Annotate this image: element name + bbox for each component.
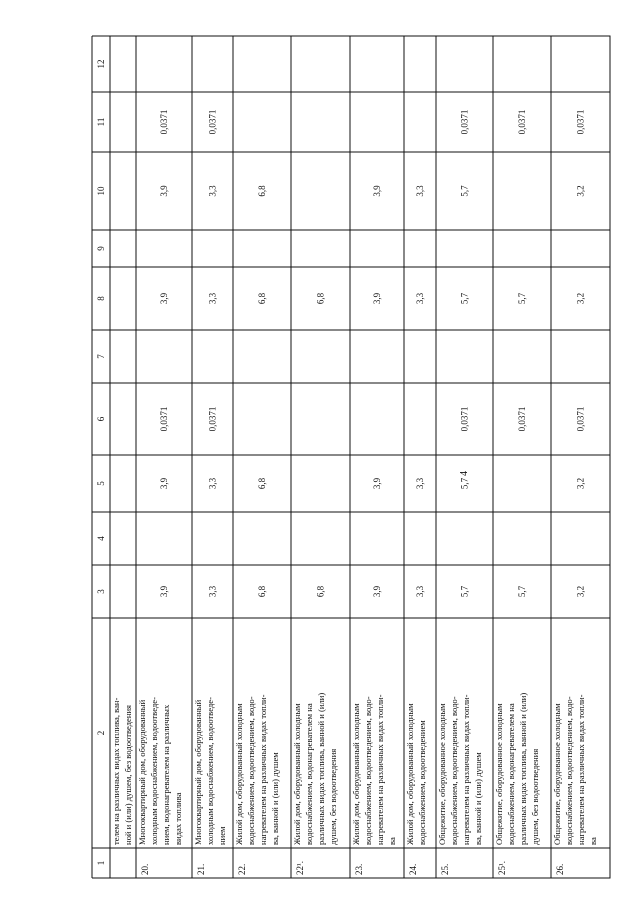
row-number: 22¹. (295, 861, 305, 875)
value-cell: 3,2 (575, 585, 586, 598)
row-description-line: ва (387, 837, 397, 845)
value-cell: 3,9 (159, 185, 169, 197)
value-cell: 0,0371 (459, 109, 470, 135)
row-number: 26. (555, 863, 565, 875)
row-description-line: Многоквартирный дом, оборудованный (193, 699, 203, 845)
value-cell: 6,8 (315, 292, 326, 305)
row-description-line: различных видах топлива, ванной и (или) (518, 692, 528, 845)
row-description-line: нием, водонагревателем на различных (161, 704, 171, 845)
row-description-line: водоснабжением, водоотведением, водо- (564, 696, 574, 845)
value-cell: 3,9 (159, 585, 169, 598)
value-cell: 5,7 (517, 292, 527, 305)
column-header: 7 (96, 354, 106, 359)
column-header: 10 (96, 186, 106, 196)
value-cell: 5,7 (459, 292, 470, 305)
column-header: 3 (96, 589, 106, 594)
row-description-line: душем, без водоотведения (530, 748, 540, 845)
row-description-line: видах топлива (173, 792, 183, 845)
value-cell: 5,7 (459, 185, 470, 197)
row-description-line: водоснабжением, водоотведением, водо- (246, 696, 256, 845)
row-description-line: нагревателем на различных видах топли- (576, 694, 586, 845)
row-description-line: ва (588, 837, 598, 845)
value-cell: 3,9 (372, 185, 382, 197)
row-number: 20. (140, 863, 150, 875)
value-cell: 3,3 (415, 477, 425, 490)
value-cell: 6,8 (257, 585, 267, 598)
column-header: 1 (96, 860, 106, 866)
row-number: 24. (408, 863, 418, 875)
row-description-line: нием (217, 826, 227, 845)
row-description-line: нагревателем на различных видах топли- (375, 694, 385, 845)
row-description-line: ва, ванной и (или) душем (473, 752, 483, 845)
row-description-line: душем, без водоотведения (328, 748, 338, 845)
value-cell: 0,0371 (517, 109, 527, 135)
value-cell: 0,0371 (575, 406, 586, 432)
column-header: 4 (96, 536, 106, 541)
value-cell: 5,7 (517, 585, 527, 598)
value-cell: 3,3 (207, 185, 218, 197)
value-cell: 3,9 (372, 585, 382, 598)
value-cell: 0,0371 (207, 109, 218, 135)
value-cell: 3,9 (372, 477, 382, 490)
row-description-line: водоснабжением, водоотведением, водо- (363, 696, 373, 845)
row-description-line: ной и (или) душем, без водоотведения (123, 704, 133, 845)
row-description-line: нагревателем на различных видах топли- (461, 694, 471, 845)
value-cell: 5,7 (459, 477, 470, 490)
value-cell: 3,9 (159, 292, 169, 305)
value-cell: 0,0371 (459, 406, 470, 432)
row-description-line: Жилой дом, оборудованный холодным (292, 703, 302, 845)
row-description-line: ва, ванной и (или) душем (270, 752, 280, 845)
row-description-line: холодным водоснабжением, водоотведе- (149, 697, 159, 845)
value-cell: 3,3 (207, 477, 218, 490)
value-cell: 0,0371 (517, 406, 527, 432)
column-header: 2 (96, 730, 106, 736)
row-description-line: холодным водоснабжением, водоотведе- (205, 697, 215, 845)
row-description-line: водоснабжением, водонагревателем на (304, 703, 314, 845)
value-cell: 6,8 (257, 477, 267, 490)
row-description-line: Общежитие, оборудованное холодным (552, 703, 562, 845)
column-header: 9 (96, 246, 106, 251)
value-cell: 3,3 (415, 292, 425, 305)
row-description-line: Жилой дом, оборудованный холодным (405, 703, 415, 845)
row-description-line: водоснабжением, водоотведением (417, 720, 427, 845)
row-description-line: нагревателем на различных видах топли- (258, 694, 268, 845)
row-description-line: водоснабжением, водоотведением, водо- (449, 696, 459, 845)
value-cell: 6,8 (257, 292, 267, 305)
row-number: 25¹. (497, 861, 507, 875)
value-cell: 0,0371 (159, 406, 169, 432)
column-header: 6 (96, 416, 106, 422)
row-description-line: Жилой дом, оборудованный холодным (234, 703, 244, 845)
column-header: 5 (96, 481, 106, 486)
row-description-line: водоснабжением, водонагревателем на (506, 703, 516, 845)
value-cell: 3,2 (575, 477, 586, 490)
row-description-line: телем на различных видах топлива, ван- (111, 697, 121, 845)
value-cell: 3,2 (575, 292, 586, 305)
value-cell: 3,9 (159, 477, 169, 490)
value-cell: 3,2 (575, 185, 586, 197)
value-cell: 0,0371 (575, 109, 586, 135)
value-cell: 3,3 (415, 185, 425, 197)
tariff-table (92, 36, 610, 878)
row-number: 22. (237, 863, 247, 875)
value-cell: 0,0371 (207, 406, 218, 432)
column-header: 8 (96, 296, 106, 301)
value-cell: 3,9 (372, 292, 382, 305)
value-cell: 3,3 (207, 292, 218, 305)
value-cell: 3,3 (207, 585, 218, 598)
row-description-line: различных видах топлива, ванной и (или) (316, 692, 326, 845)
row-description-line: Жилой дом, оборудованный холодным (351, 703, 361, 845)
value-cell: 5,7 (459, 585, 470, 598)
row-number: 23. (354, 863, 364, 875)
value-cell: 6,8 (257, 185, 267, 197)
row-number: 25. (440, 863, 450, 875)
row-number: 21. (196, 863, 206, 875)
row-description-line: Многоквартирный дом, оборудованный (137, 699, 147, 845)
page-number: 4 (459, 471, 470, 476)
column-header: 11 (96, 117, 106, 127)
column-header: 12 (96, 59, 106, 69)
value-cell: 0,0371 (159, 109, 169, 135)
value-cell: 6,8 (315, 585, 326, 598)
value-cell: 3,3 (415, 585, 425, 598)
row-description-line: Общежитие, оборудованное холодным (494, 703, 504, 845)
row-description-line: Общежитие, оборудованное холодным (437, 703, 447, 845)
